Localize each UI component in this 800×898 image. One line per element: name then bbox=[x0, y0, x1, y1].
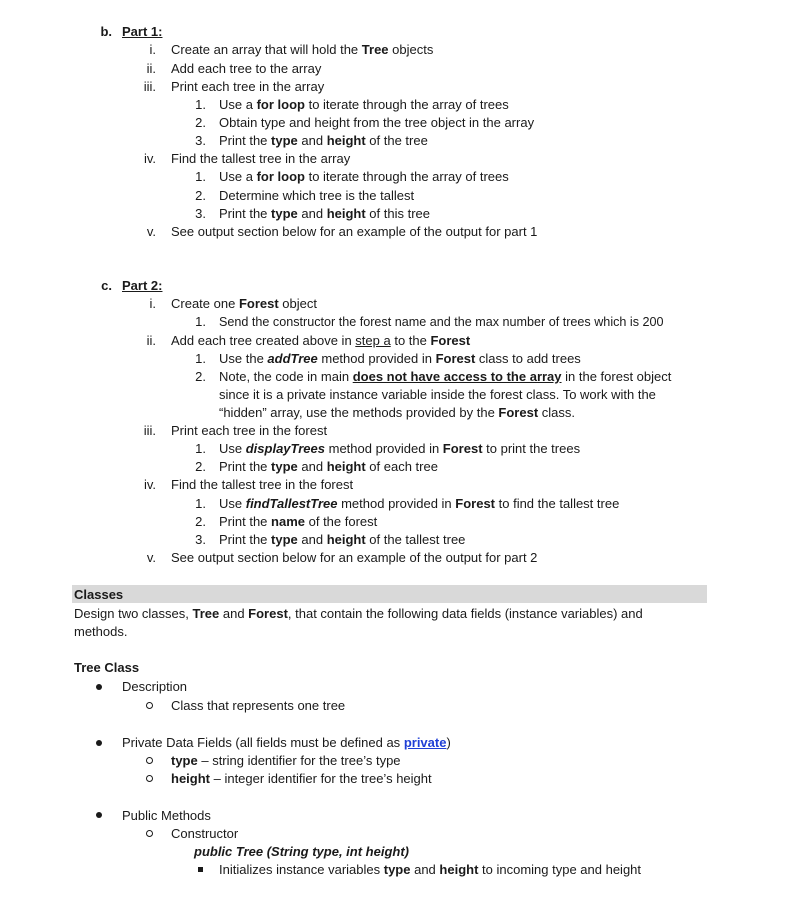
hollow-bullet-icon bbox=[146, 702, 153, 709]
list-marker: 1. bbox=[195, 169, 206, 184]
list-item: See output section below for an example of the output for part 2 bbox=[171, 550, 538, 565]
list-item: Use a for loop to iterate through the array of trees bbox=[219, 169, 509, 184]
classes-heading-band bbox=[72, 585, 707, 603]
list-marker: 1. bbox=[195, 496, 206, 511]
constructor-signature: public Tree (String type, int height) bbox=[194, 844, 409, 859]
part2-title: Part 2: bbox=[122, 278, 163, 293]
list-item-continuation: “hidden” array, use the methods provided by the Forest class. bbox=[219, 405, 575, 420]
list-marker: i. bbox=[149, 42, 156, 57]
list-marker: 2. bbox=[195, 459, 206, 474]
classes-heading: Classes bbox=[74, 587, 124, 602]
constructor-description: Initializes instance variables type and height to incoming type and height bbox=[219, 862, 642, 877]
list-marker: 3. bbox=[195, 206, 206, 221]
list-item: Use findTallestTree method provided in Forest to find the tallest tree bbox=[219, 496, 620, 511]
private-fields-label: Private Data Fields (all fields must be defined as private) bbox=[122, 735, 451, 750]
list-item: Find the tallest tree in the forest bbox=[171, 477, 354, 492]
description-label: Description bbox=[122, 679, 188, 694]
list-marker: 1. bbox=[195, 351, 206, 366]
list-marker: 2. bbox=[195, 514, 206, 529]
hollow-bullet-icon bbox=[146, 757, 153, 764]
list-marker: 2. bbox=[195, 188, 206, 203]
part1-letter: b. bbox=[100, 24, 112, 39]
list-item: Add each tree created above in step a to the Forest bbox=[171, 333, 471, 348]
list-marker: 1. bbox=[195, 441, 206, 456]
hollow-bullet-icon bbox=[146, 830, 153, 837]
bullet-icon bbox=[96, 812, 102, 818]
list-item: See output section below for an example of the output for part 1 bbox=[171, 224, 538, 239]
list-item: Use the addTree method provided in Forest class to add trees bbox=[219, 351, 581, 366]
constructor-label: Constructor bbox=[171, 826, 239, 841]
list-item: Print the type and height of each tree bbox=[219, 459, 438, 474]
step-a-link[interactable]: step a bbox=[355, 333, 391, 348]
bullet-icon bbox=[96, 740, 102, 746]
list-marker: 3. bbox=[195, 532, 206, 547]
field-item: type – string identifier for the tree’s type bbox=[171, 753, 401, 768]
list-marker: ii. bbox=[146, 61, 156, 76]
list-item: Print each tree in the forest bbox=[171, 423, 328, 438]
list-item: Print the name of the forest bbox=[219, 514, 378, 529]
list-marker: i. bbox=[149, 296, 156, 311]
list-item-continuation: since it is a private instance variable inside the forest class. To work with the bbox=[219, 387, 656, 402]
list-marker: v. bbox=[146, 224, 156, 239]
list-marker: 1. bbox=[195, 97, 206, 112]
public-methods-label: Public Methods bbox=[122, 808, 211, 823]
bullet-icon bbox=[96, 684, 102, 690]
classes-paragraph: Design two classes, Tree and Forest, that contain the following data fields (instance variables) and bbox=[74, 606, 643, 621]
square-bullet-icon bbox=[198, 867, 203, 872]
tree-class-heading: Tree Class bbox=[74, 660, 140, 675]
list-item: Print the type and height of the tree bbox=[219, 133, 428, 148]
private-link[interactable]: private bbox=[403, 735, 447, 750]
list-marker: 2. bbox=[195, 115, 206, 130]
list-item: Use a for loop to iterate through the array of trees bbox=[219, 97, 509, 112]
list-marker: 3. bbox=[195, 133, 206, 148]
list-marker: iii. bbox=[143, 423, 156, 438]
classes-paragraph-continuation: methods. bbox=[74, 624, 128, 639]
list-marker: 2. bbox=[195, 369, 206, 384]
list-item: Find the tallest tree in the array bbox=[171, 151, 351, 166]
list-item: Print the type and height of this tree bbox=[219, 206, 430, 221]
list-marker: iv. bbox=[143, 151, 156, 166]
hollow-bullet-icon bbox=[146, 775, 153, 782]
list-item: Send the constructor the forest name and the max number of trees which is 200 bbox=[219, 315, 664, 329]
list-item: Print the type and height of the tallest tree bbox=[219, 532, 466, 547]
list-item: Note, the code in main does not have access to the array in the forest object bbox=[219, 369, 672, 384]
list-item: Print each tree in the array bbox=[171, 79, 325, 94]
list-item: Create an array that will hold the Tree objects bbox=[171, 42, 434, 57]
list-item: Add each tree to the array bbox=[171, 61, 322, 76]
list-marker: iii. bbox=[143, 79, 156, 94]
list-item: Obtain type and height from the tree object in the array bbox=[219, 115, 535, 130]
list-item: Use displayTrees method provided in Forest to print the trees bbox=[219, 441, 581, 456]
part1-title: Part 1: bbox=[122, 24, 163, 39]
field-item: height – integer identifier for the tree’s height bbox=[171, 771, 432, 786]
list-marker: v. bbox=[146, 550, 156, 565]
list-marker: iv. bbox=[143, 477, 156, 492]
description-item: Class that represents one tree bbox=[171, 698, 346, 713]
list-item: Create one Forest object bbox=[171, 296, 317, 311]
list-marker: 1. bbox=[195, 314, 206, 329]
part2-letter: c. bbox=[101, 278, 112, 293]
list-marker: ii. bbox=[146, 333, 156, 348]
list-item: Determine which tree is the tallest bbox=[219, 188, 415, 203]
